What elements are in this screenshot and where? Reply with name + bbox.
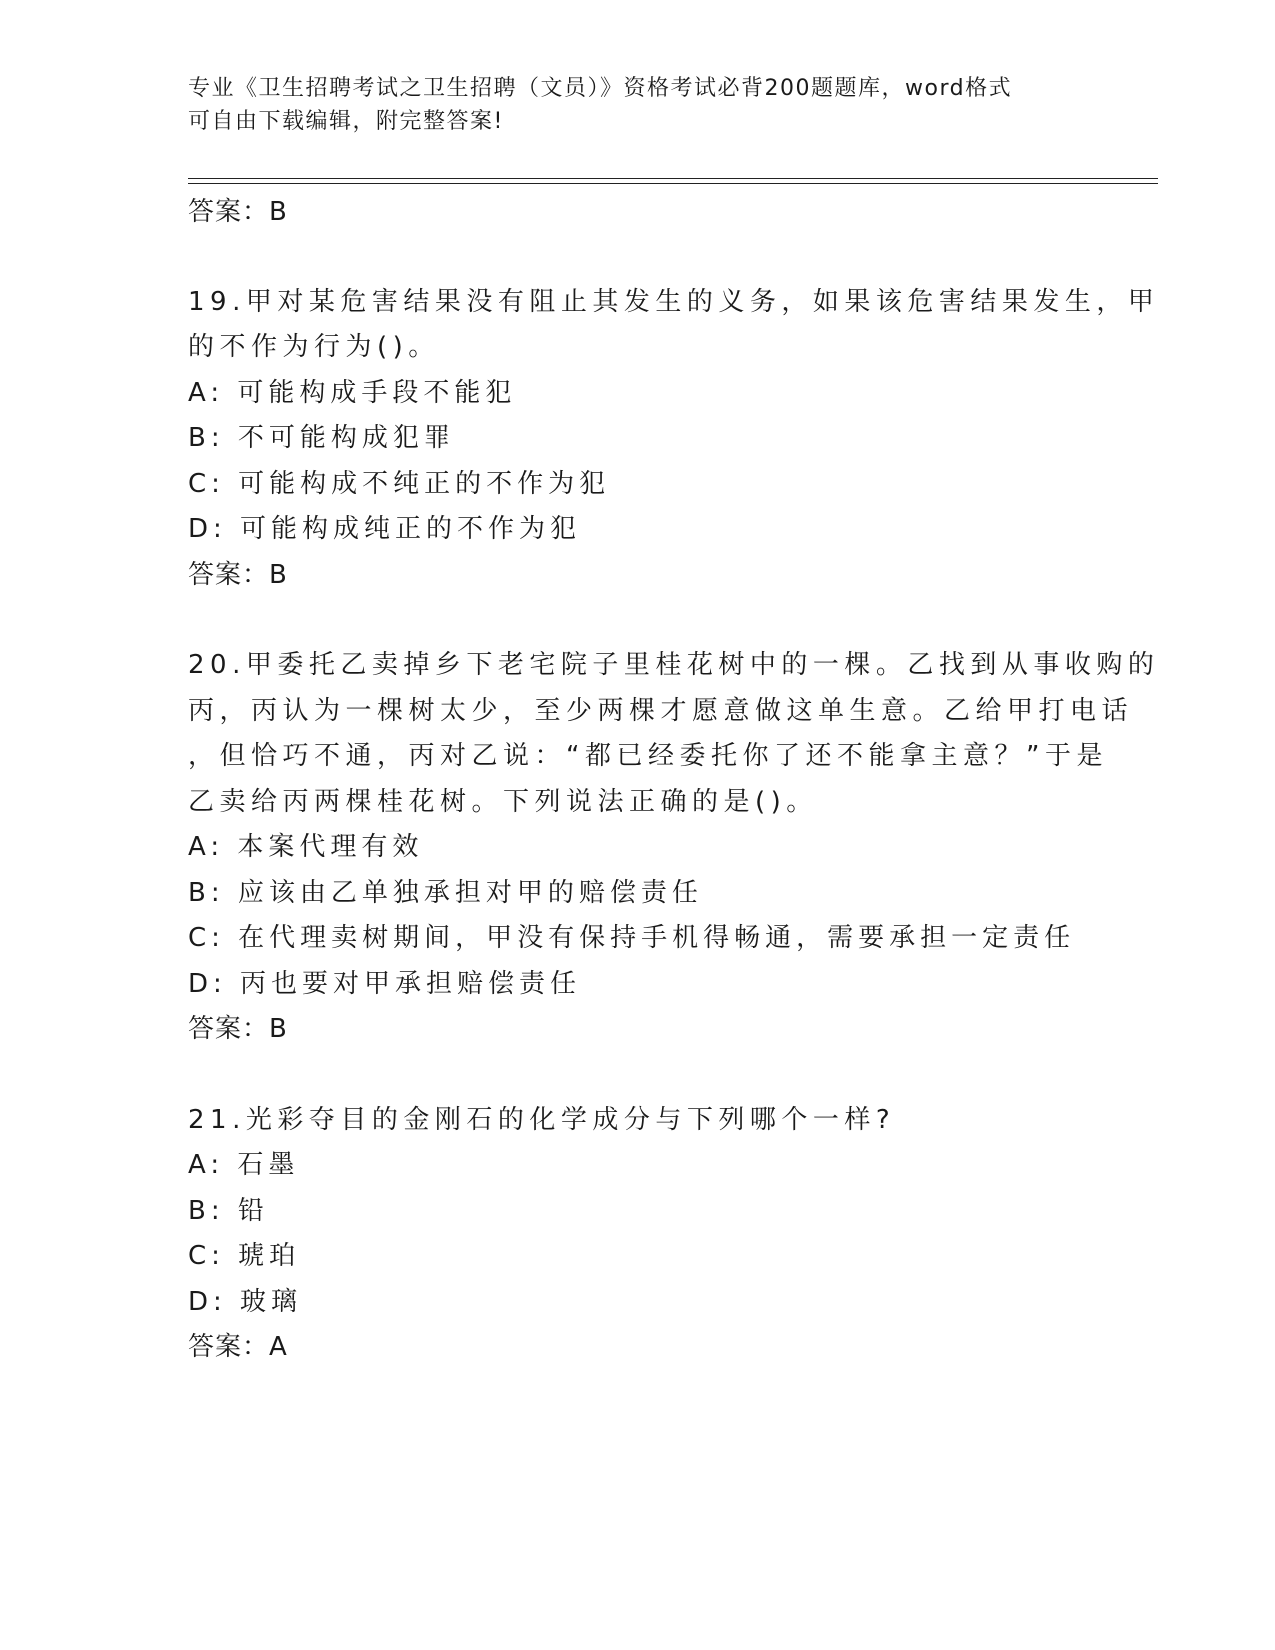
option-c: C: 在代理卖树期间，甲没有保持手机得畅通，需要承担一定责任 (188, 923, 1076, 953)
option-d: D: 丙也要对甲承担赔偿责任 (188, 968, 582, 999)
option-c: C: 可能构成不纯正的不作为犯 (188, 468, 611, 499)
page-header (188, 72, 1078, 138)
question-stem-line: 19.甲对某危害结果没有阻止其发生的义务，如果该危害结果发生，甲 (188, 286, 1160, 317)
question-stem-line: 丙，丙认为一棵树太少，至少两棵才愿意做这单生意。乙给甲打电话 (188, 695, 1134, 726)
question-stem (188, 643, 1160, 825)
question-stem-line: 乙卖给丙两棵桂花树。下列说法正确的是()。 (188, 786, 818, 817)
option-b: B: 不可能构成犯罪 (188, 423, 455, 453)
previous-answer: 答案：B (188, 197, 288, 227)
question-stem (188, 280, 1160, 371)
header-divider-bottom (188, 183, 1158, 184)
question-19 (188, 280, 1160, 599)
answer: 答案：A (188, 1332, 288, 1362)
option-c: C: 琥珀 (188, 1241, 301, 1271)
option-b: B: 应该由乙单独承担对甲的赔偿责任 (188, 877, 703, 908)
question-20 (188, 643, 1160, 1053)
question-stem-line: 20.甲委托乙卖掉乡下老宅院子里桂花树中的一棵。乙找到从事收购的 (188, 650, 1160, 680)
question-list (188, 190, 1160, 1371)
answer: 答案：B (188, 1014, 288, 1044)
spacer (188, 236, 1088, 280)
header-title-line-2: 可自由下载编辑，附完整答案! (188, 109, 504, 134)
question-stem-line: 21.光彩夺目的金刚石的化学成分与下列哪个一样? (188, 1104, 896, 1135)
option-a: A: 石墨 (188, 1150, 300, 1180)
option-a: A: 可能构成手段不能犯 (188, 377, 517, 408)
question-stem-line: ，但恰巧不通，丙对乙说：“都已经委托你了还不能拿主意？”于是 (188, 741, 1108, 771)
header-title-line-1: 专业《卫生招聘考试之卫生招聘（文员）》资格考试必背200题题库，word格式 (188, 76, 1013, 101)
option-a: A: 本案代理有效 (188, 832, 424, 862)
option-d: D: 玻璃 (188, 1286, 303, 1317)
header-divider-top (188, 178, 1158, 179)
option-b: B: 铅 (188, 1195, 269, 1226)
question-stem-line: 的不作为行为()。 (188, 332, 440, 362)
option-d: D: 可能构成纯正的不作为犯 (188, 514, 582, 544)
spacer (188, 1053, 1088, 1098)
answer: 答案：B (188, 559, 288, 590)
question-stem (188, 1098, 1088, 1144)
question-21 (188, 1098, 1088, 1371)
spacer (188, 598, 1088, 643)
